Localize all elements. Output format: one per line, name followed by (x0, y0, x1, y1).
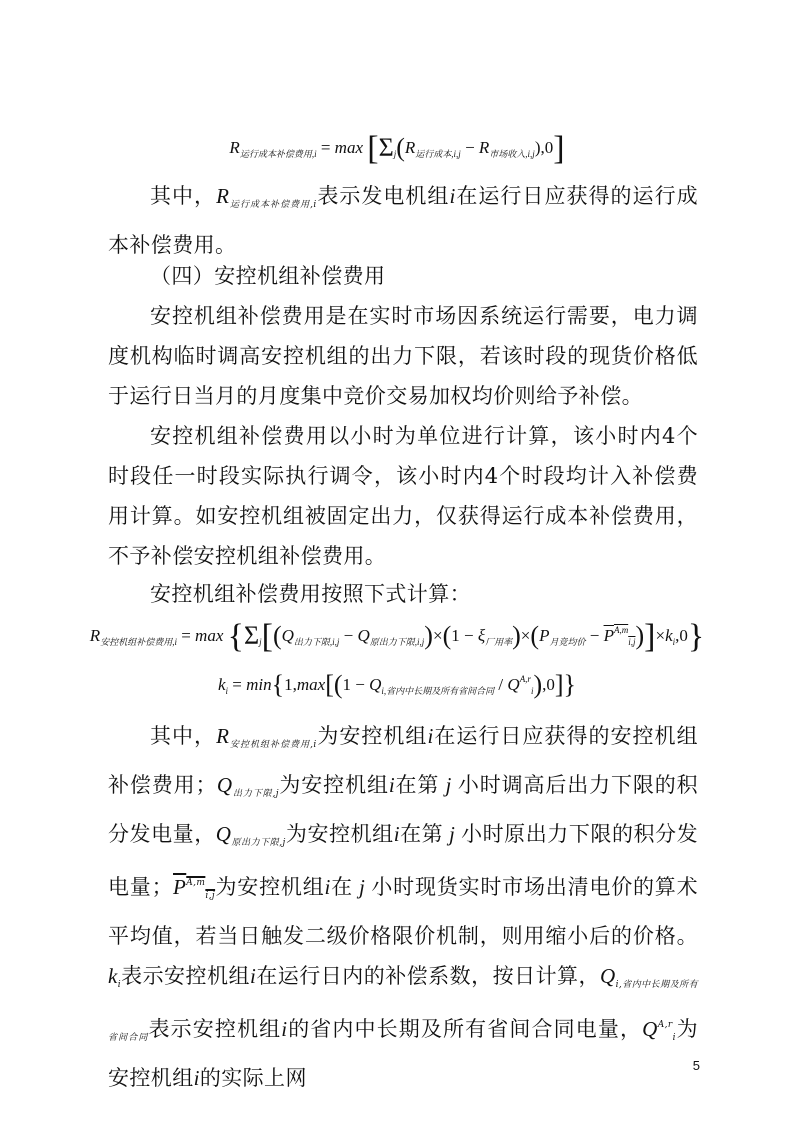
paragraph-definition: 安控机组补偿费用是在实时市场因系统运行需要，电力调度机构临时调高安控机组的出力下限，若该时段的现货价格低于运行日当月的月度集中竞价交易加权均价则给予补偿。 (108, 304, 698, 408)
formula-security-control-compensation: $R_{安控机组补偿费用,i} = \max \{\Sigma_j[(Q_{出力下限,i,j} - Q_{原出力下限,i,j})\times(1 - \xi_{厂用率})\times(P_{月竞均价} - P^{A,m}_{i,j})]\times k_i,0\}$ (89, 618, 705, 655)
formula-operating-cost-compensation: $R_{运行成本补偿费用,i} = \max [\Sigma_j(R_{运行成本,i,j} - R_{市场收入,i,j}),0]$ (229, 130, 565, 167)
paragraph-symbol-definitions: 其中，$R_{安控机组补偿费用,i}$为安控机组i在运行日应获得的安控机组补偿费用；$Q_{出力下限,j}$为安控机组i在第 j 小时调高后出力下限的积分发电量，$Q_{原出力下限,j}$为安控机组i在第 j 小时原出力下限的积分发电量；$P^{A,m}_{i,j}$为安控机组i在 j 小时现货实时市场出清电价的算术平均值，若当日触发二级价格限价机制，则用缩小后的价格。$k_i$表示安控机组i在运行日内的补偿系数，按日计算，$Q_{i,省内中长期及所有省间合同}$表示安控机组i的省内中长期及所有省间合同电量，$Q^{A,r}_i$为安控机组i的实际上网 (108, 724, 699, 1090)
formula-compensation-coefficient: $k_i = \min\{1,\max[(1 - Q_{i,省内中长期及所有省间合同} / Q^{A,r}_i),0]\}$ (217, 670, 577, 699)
paragraph-formula-intro: 安控机组补偿费用按照下式计算： (150, 582, 471, 606)
paragraph-calculation-rule: 安控机组补偿费用以小时为单位进行计算，该小时内4个时段任一时段实际执行调令，该小时内4个时段均计入补偿费用计算。如安控机组被固定出力，仅获得运行成本补偿费用，不予补偿安控机组补偿费用。 (108, 424, 698, 568)
section-heading: （四）安控机组补偿费用 (150, 264, 386, 288)
page-number: 5 (692, 1058, 700, 1073)
paragraph-operating-cost-definition: 其中，$R_{运行成本补偿费用,i}$表示发电机组i在运行日应获得的运行成本补偿费用。 (108, 184, 698, 257)
